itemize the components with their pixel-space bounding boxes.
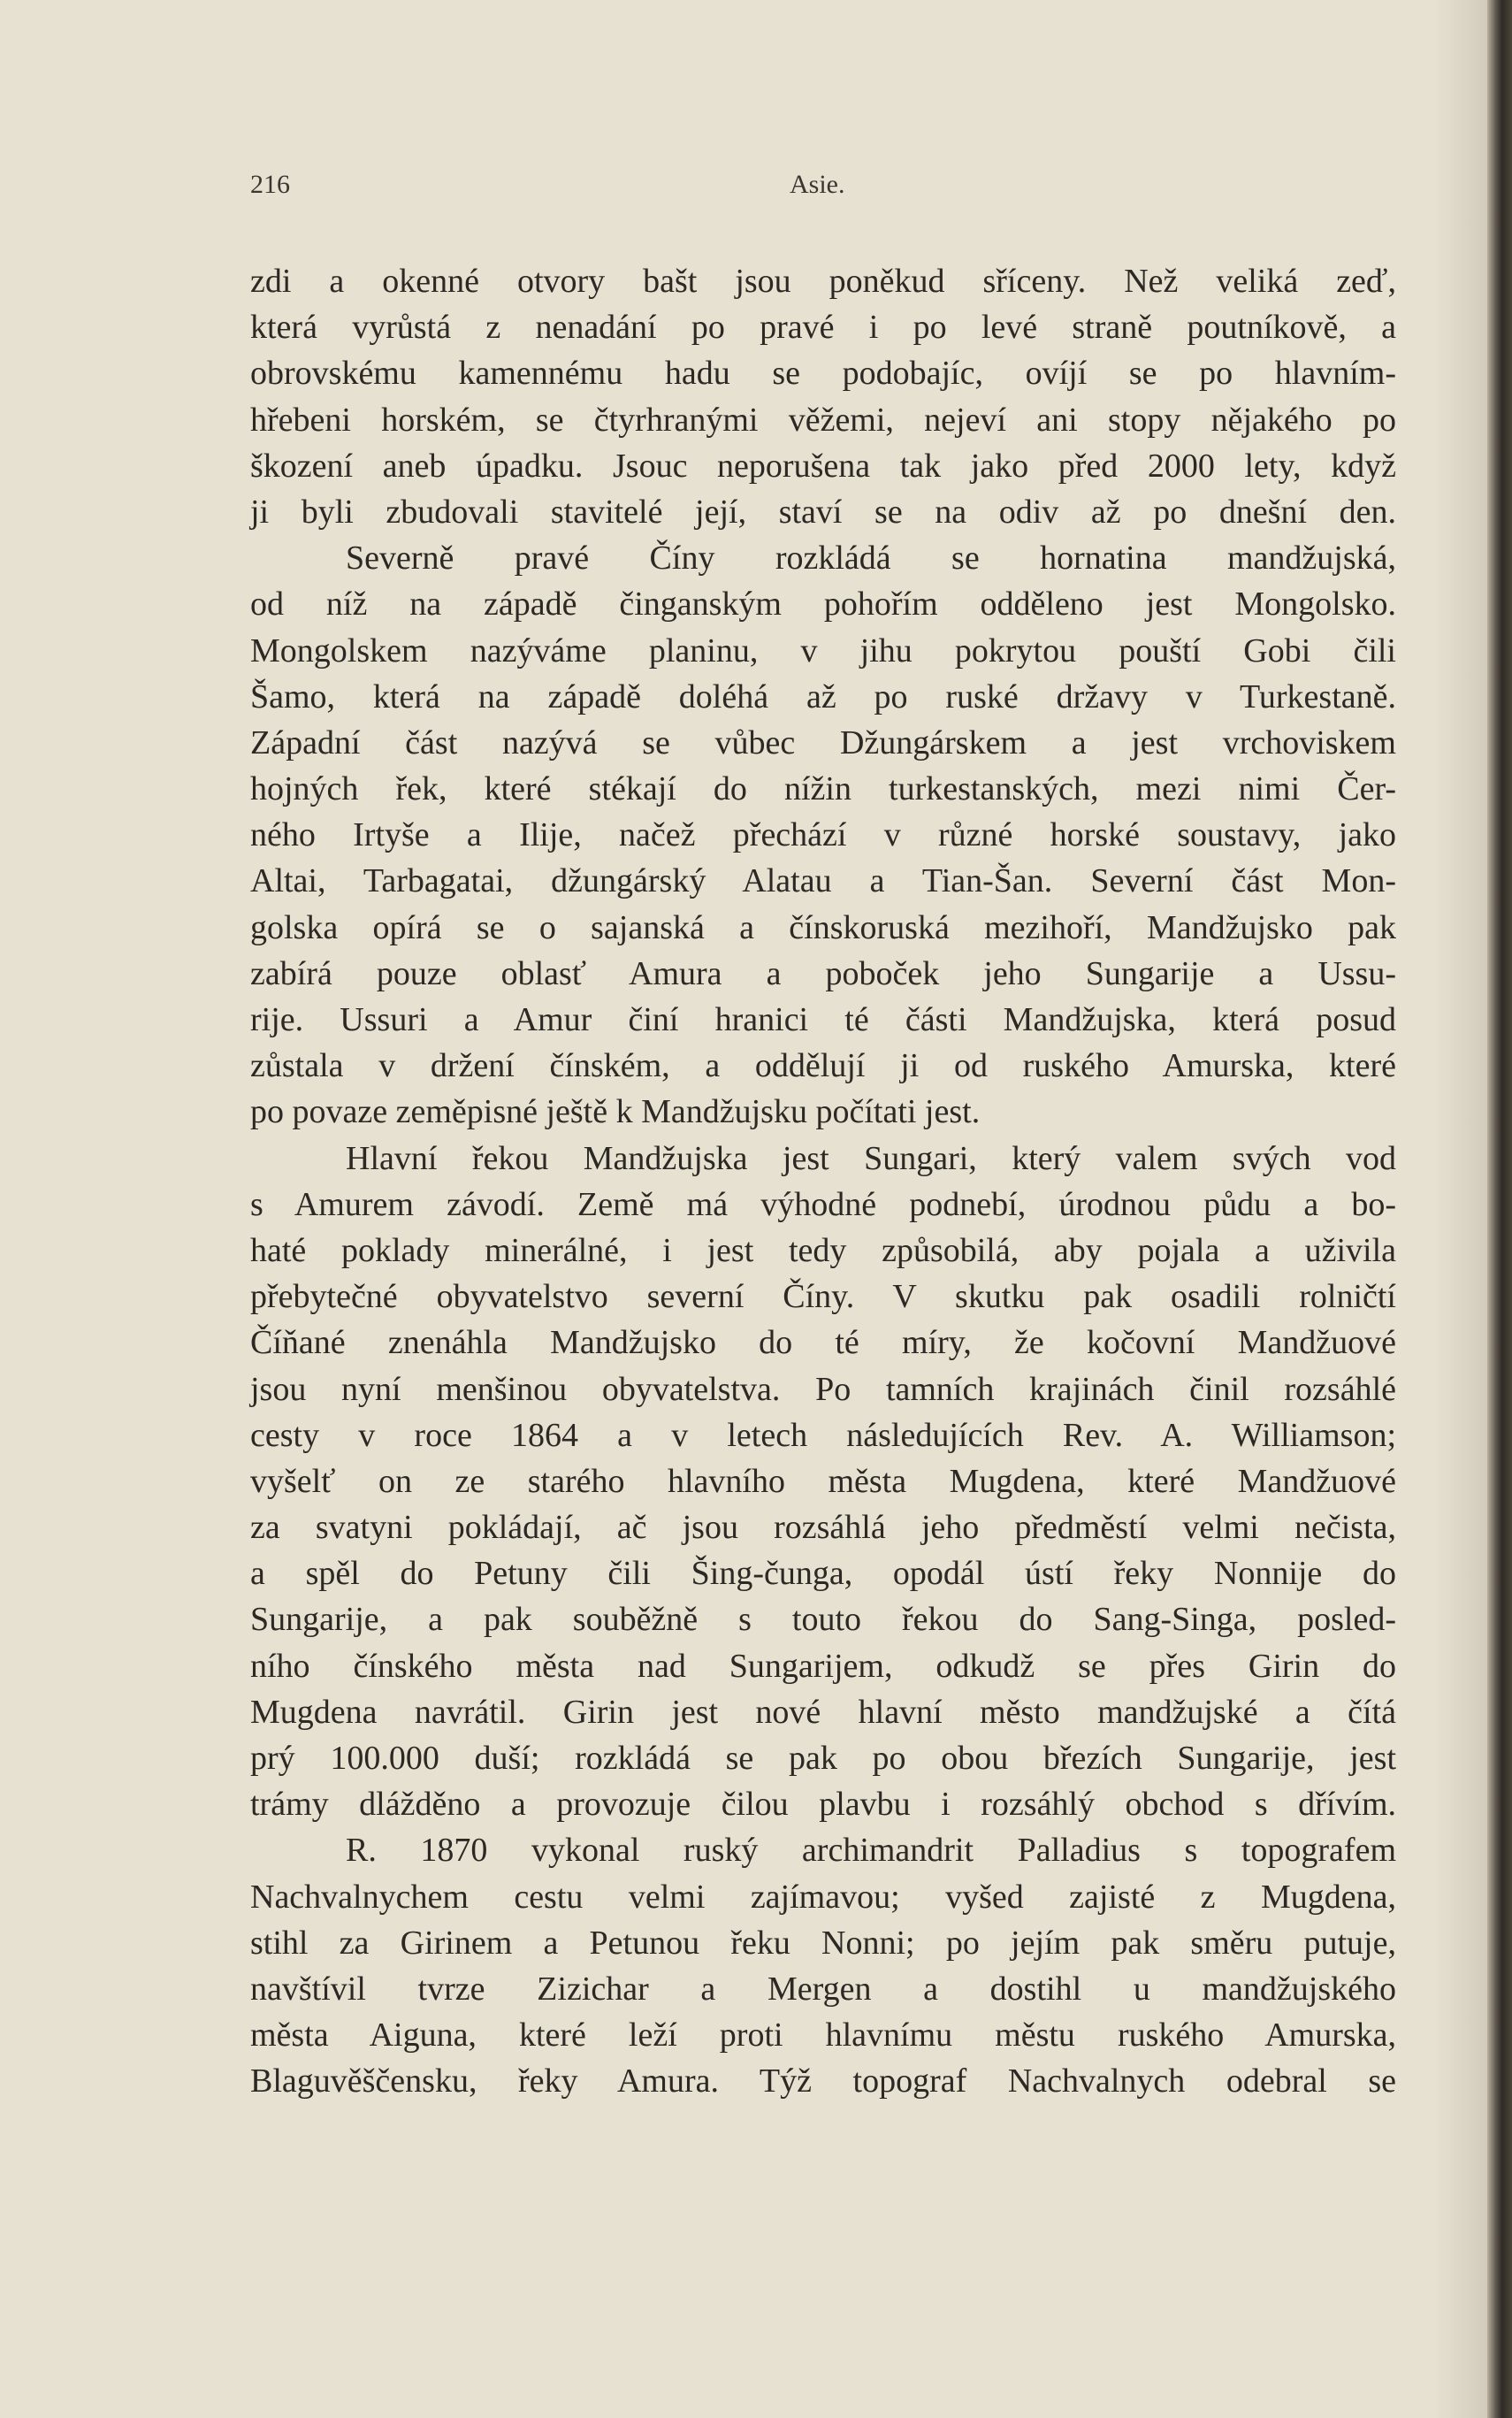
text-line: ného Irtyše a Ilije, načež přechází v různé horské soustavy, jako <box>250 816 1396 854</box>
text-line: trámy dlážděno a provozuje čilou plavbu i rozsáhlý obchod s dřívím. <box>250 1786 1396 1824</box>
running-title: Asie. <box>790 170 845 199</box>
page-number: 216 <box>250 170 290 199</box>
text-line: Číňané znenáhla Mandžujsko do té míry, že kočovní Mandžuové <box>250 1324 1396 1362</box>
text-line: Blaguvěščensku, řeky Amura. Týž topograf Nachvalnych odebral se <box>250 2062 1396 2100</box>
text-line: haté poklady minerálné, i jest tedy způsobilá, aby pojala a uživila <box>250 1231 1396 1269</box>
paragraph <box>250 535 1396 1135</box>
text-line: Severně pravé Číny rozkládá se hornatina mandžujská, <box>346 539 1396 578</box>
text-line: a spěl do Petuny čili Šing-čunga, opodál ústí řeky Nonnije do <box>250 1555 1396 1593</box>
text-line: Západní část nazývá se vůbec Džungárskem a jest vrchoviskem <box>250 723 1396 761</box>
text-line: golska opírá se o sajanská a čínskoruská mezihoří, Mandžujsko pak <box>250 908 1396 946</box>
paragraph <box>250 1136 1396 1828</box>
text-line: cesty v roce 1864 a v letech následujících Rev. A. Williamson; <box>250 1416 1396 1454</box>
text-line: s Amurem závodí. Země má výhodné podnebí, úrodnou půdu a bo- <box>250 1185 1396 1223</box>
text-line: Sungarije, a pak souběžně s touto řekou do Sang-Singa, posled- <box>250 1601 1396 1639</box>
text-line: navštívil tvrze Zizichar a Mergen a dostihl u mandžujského <box>250 1970 1396 2008</box>
text-line: R. 1870 vykonal ruský archimandrit Palladius s topografem <box>346 1832 1396 1870</box>
text-line: Šamo, která na západě doléhá až po ruské državy v Turkestaně. <box>250 677 1396 715</box>
text-line: škození aneb úpadku. Jsouc neporušena tak jako před 2000 lety, když <box>250 447 1396 485</box>
body-text <box>250 258 1396 2105</box>
text-line: rije. Ussuri a Amur činí hranici té části Mandžujska, která posud <box>250 1001 1396 1038</box>
text-line: za svatyni pokládají, ač jsou rozsáhlá jeho předměstí velmi nečista, <box>250 1509 1396 1547</box>
text-line: ního čínského města nad Sungarijem, odkudž se přes Girin do <box>250 1647 1396 1685</box>
text-line: zdi a okenné otvory bašt jsou poněkud sříceny. Než veliká zeď, <box>250 263 1396 300</box>
text-line: od níž na západě činganským pohořím odděleno jest Mongolsko. <box>250 585 1396 624</box>
text-line: přebytečné obyvatelstvo severní Číny. V skutku pak osadili rolničtí <box>250 1278 1396 1316</box>
text-line: hřebeni horském, se čtyrhranými věžemi, nejeví ani stopy nějakého po <box>250 401 1396 439</box>
text-line: města Aiguna, které leží proti hlavnímu městu ruského Amurska, <box>250 2016 1396 2055</box>
text-line: Nachvalnychem cestu velmi zajímavou; vyšed zajisté z Mugdena, <box>250 1878 1396 1916</box>
text-line: která vyrůstá z nenadání po pravé i po levé straně poutníkově, a <box>250 309 1396 347</box>
text-line: Hlavní řekou Mandžujska jest Sungari, který valem svých vod <box>346 1139 1396 1177</box>
paragraph <box>250 1827 1396 2104</box>
text-line: Mongolskem nazýváme planinu, v jihu pokrytou pouští Gobi čili <box>250 631 1396 670</box>
page-header <box>250 170 1396 205</box>
text-line: ji byli zbudovali stavitelé její, staví se na odiv až po dnešní den. <box>250 493 1396 531</box>
text-line: vyšelť on ze starého hlavního města Mugdena, které Mandžuové <box>250 1462 1396 1500</box>
text-line: Altai, Tarbagatai, džungárský Alatau a Tian-Šan. Severní část Mon- <box>250 862 1396 900</box>
page-edge <box>1487 0 1512 2418</box>
text-line: zůstala v držení čínském, a oddělují ji od ruského Amurska, které <box>250 1047 1396 1085</box>
text-line: stihl za Girinem a Petunou řeku Nonni; po jejím pak směru putuje, <box>250 1924 1396 1962</box>
text-line: zabírá pouze oblasť Amura a poboček jeho Sungarije a Ussu- <box>250 954 1396 992</box>
text-line: po povaze zeměpisné ještě k Mandžujsku počítati jest. <box>250 1093 981 1131</box>
text-line: obrovskému kamennému hadu se podobajíc, ovíjí se po hlavním- <box>250 355 1396 393</box>
text-line: jsou nyní menšinou obyvatelstva. Po tamních krajinách činil rozsáhlé <box>250 1370 1396 1408</box>
binding-shadow <box>1434 0 1487 2418</box>
text-line: hojných řek, které stékají do nížin turkestanských, mezi nimi Čer- <box>250 770 1396 808</box>
text-line: Mugdena navrátil. Girin jest nové hlavní město mandžujské a čítá <box>250 1693 1396 1731</box>
paragraph <box>250 258 1396 535</box>
text-line: prý 100.000 duší; rozkládá se pak po obou březích Sungarije, jest <box>250 1740 1396 1777</box>
